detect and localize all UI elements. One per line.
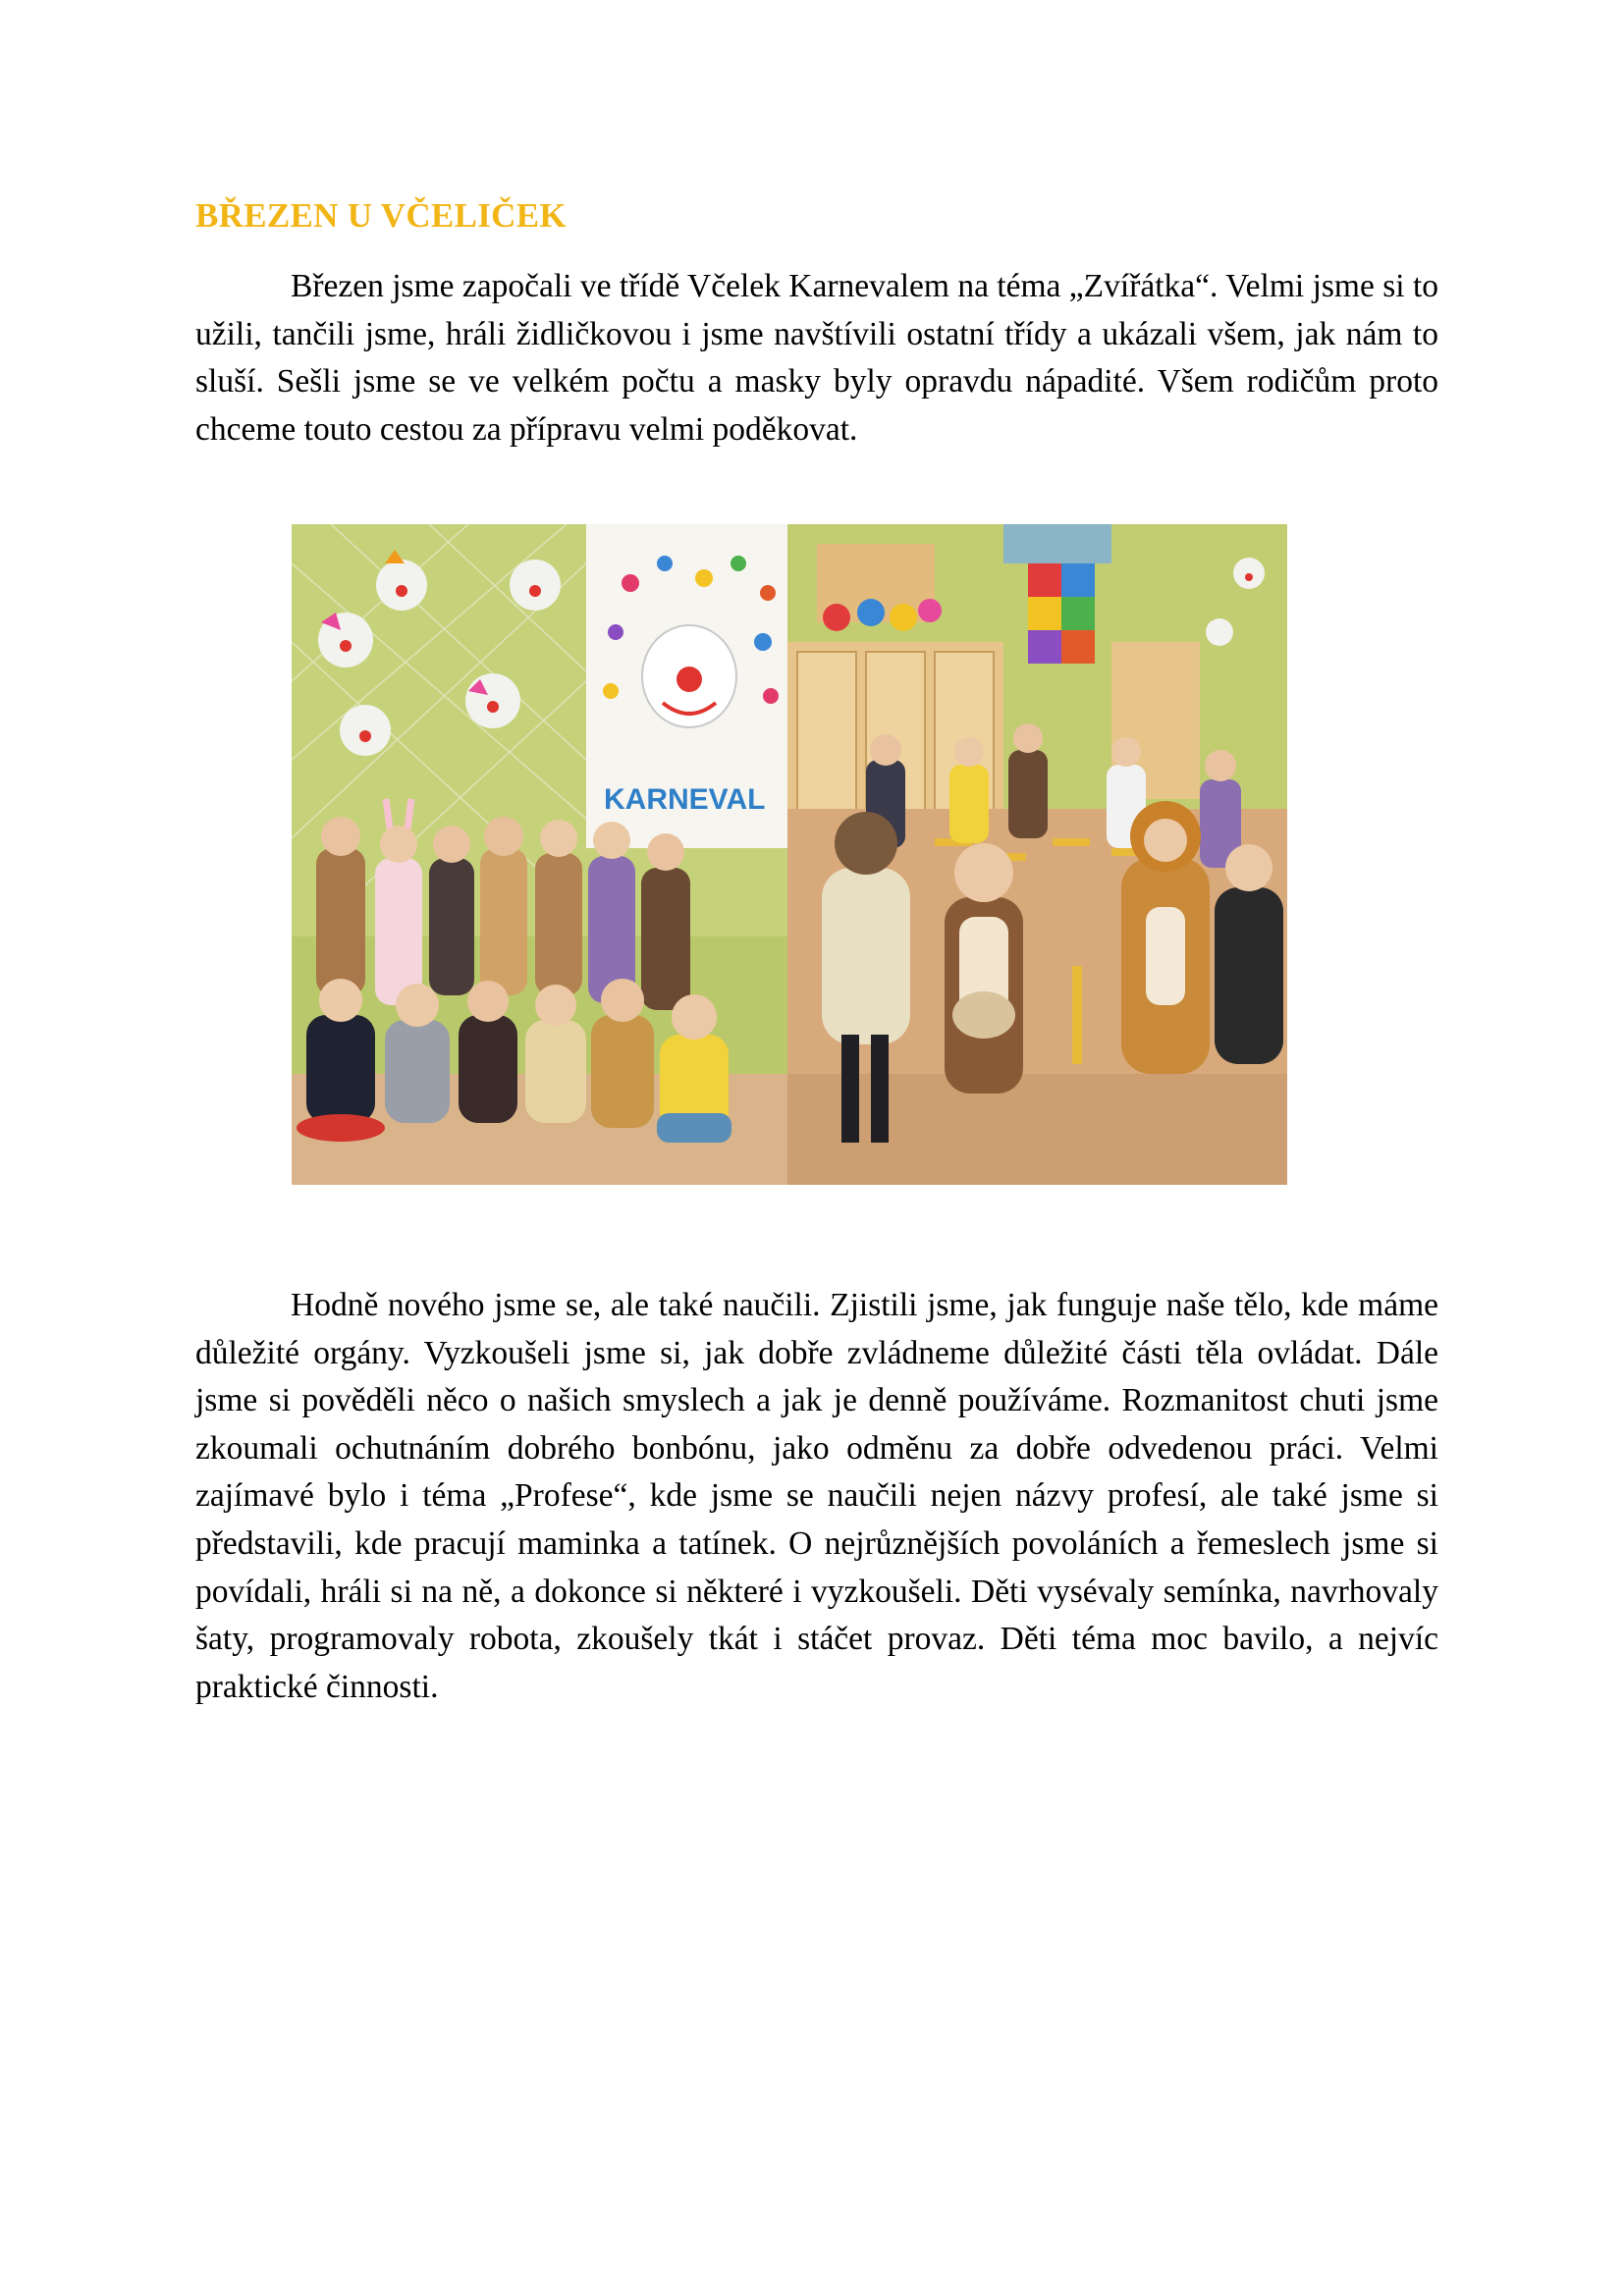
photo-collage (292, 524, 1287, 1185)
photo-group-costumes (292, 524, 787, 1185)
photo-musical-chairs (787, 524, 1287, 1185)
page-heading: BŘEZEN U VČELIČEK (195, 196, 567, 235)
paragraph-carnival: Březen jsme započali ve třídě Včelek Karnevalem na téma „Zvířátka“. Velmi jsme si to užili, tančili jsme, hráli židličkovou i jsme navštívili ostatní třídy a ukázali všem, jak nám to sluší. Sešli jsme se ve velkém počtu a masky byly opravdu nápadité. Všem rodičům proto chceme touto cestou za přípravu velmi poděkovat. (195, 268, 1438, 448)
photo-group-costumes-image (292, 524, 787, 1185)
photo-musical-chairs-image (787, 524, 1287, 1185)
paragraph-professions: Hodně nového jsme se, ale také naučili. Zjistili jsme, jak funguje naše tělo, kde máme důležité orgány. Vyzkoušeli jsme si, jak dobře zvládneme důležité části těla ovládat. Dále jsme si pověděli něco o našich smyslech a jak je denně používáme. Rozmanitost chuti jsme zkoumali ochutnáním dobrého bonbónu, jako odměnu za dobře odvedenou práci. Velmi zajímavé bylo i téma „Profese“, kde jsme se naučili nejen názvy profesí, ale také jsme si představili, kde pracují maminka a tatínek. O nejrůznějších povoláních a řemeslech jsme si povídali, hráli si na ně, a dokonce si některé i vyzkoušeli. Děti vysévaly semínka, navrhovaly šaty, programovaly robota, zkoušely tkát i stáčet provaz. Děti téma moc bavilo, a nejvíc praktické činnosti. (195, 1287, 1438, 1705)
banner-karneval-text: KARNEVAL (604, 783, 766, 816)
